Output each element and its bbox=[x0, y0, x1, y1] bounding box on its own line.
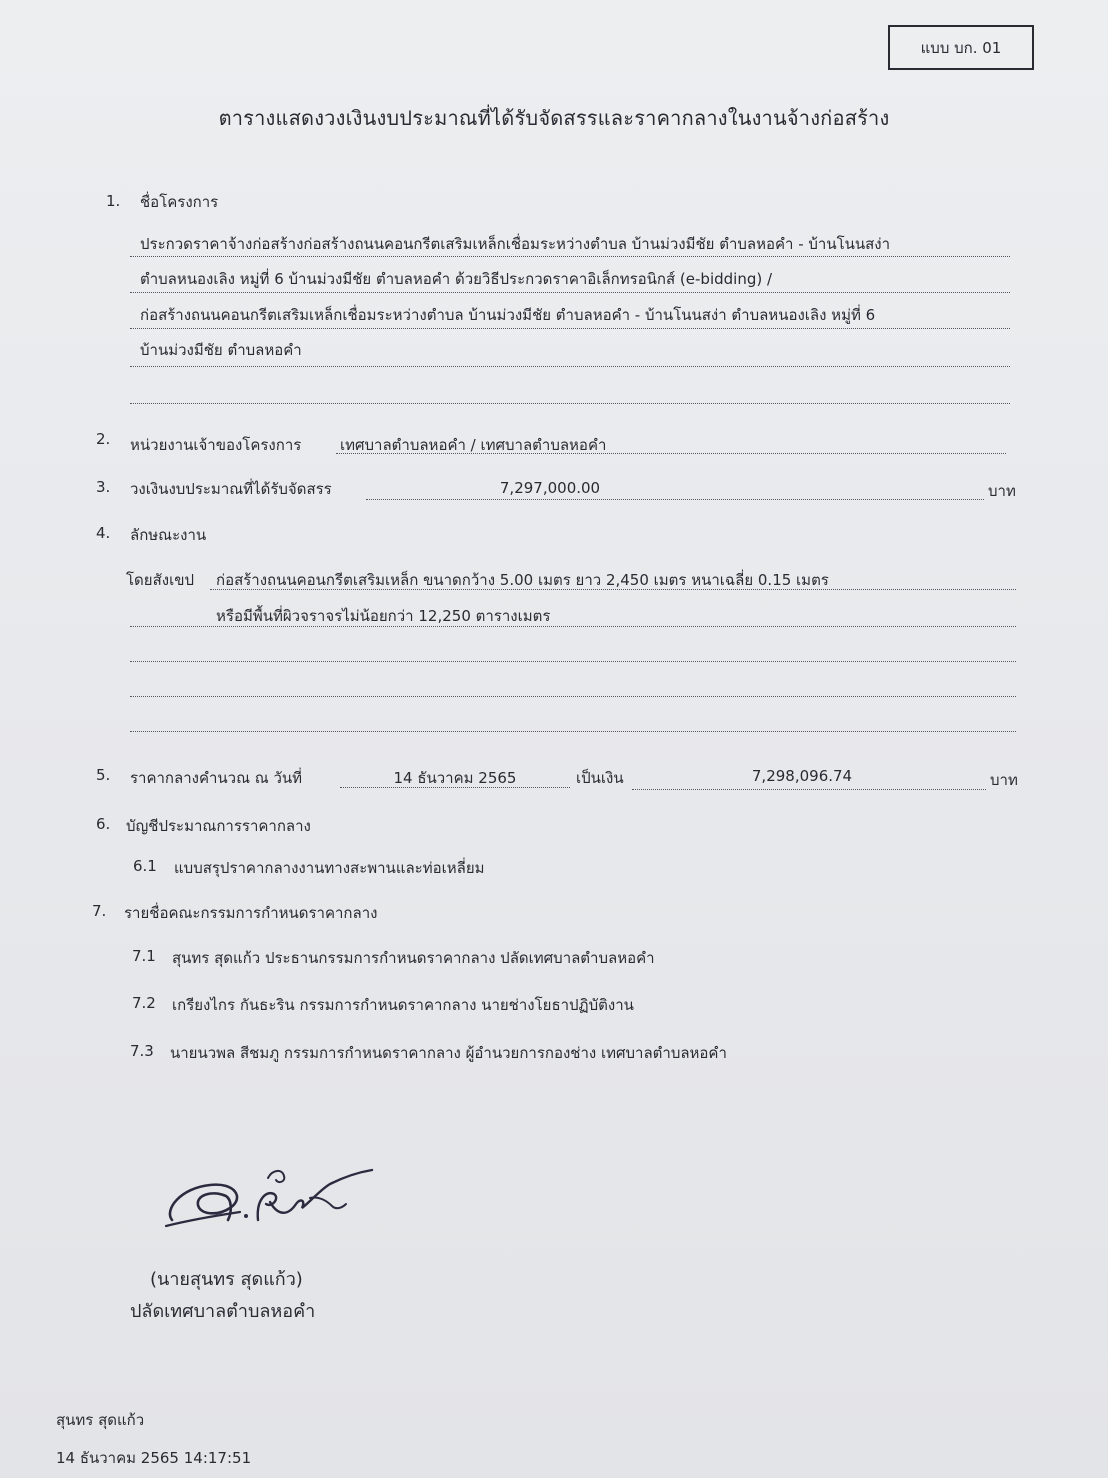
dotted-line bbox=[130, 661, 1016, 662]
work-description-line-2: หรือมีพื้นที่ผิวจราจรไม่น้อยกว่า 12,250 ตารางเมตร bbox=[216, 607, 551, 625]
agency-value: เทศบาลตำบลหอคำ / เทศบาลตำบลหอคำ bbox=[340, 436, 607, 454]
dotted-line bbox=[340, 787, 570, 788]
budget-unit: บาท bbox=[988, 482, 1016, 500]
section-7-number: 7. bbox=[92, 902, 107, 920]
item-7-2-number: 7.2 bbox=[132, 994, 156, 1012]
dotted-line bbox=[130, 256, 1010, 257]
section-1-number: 1. bbox=[106, 192, 121, 210]
work-description-line-1: ก่อสร้างถนนคอนกรีตเสริมเหล็ก ขนาดกว้าง 5.00 เมตร ยาว 2,450 เมตร หนาเฉลี่ย 0.15 เมตร bbox=[216, 571, 829, 589]
section-6-number: 6. bbox=[96, 815, 111, 833]
item-6-1-number: 6.1 bbox=[133, 857, 157, 875]
section-4-label: ลักษณะงาน bbox=[130, 526, 207, 544]
section-7-label: รายชื่อคณะกรรมการกำหนดราคากลาง bbox=[124, 904, 378, 922]
section-3-number: 3. bbox=[96, 478, 111, 496]
section-5-label: ราคากลางคำนวณ ณ วันที่ bbox=[130, 769, 303, 787]
item-6-1-text: แบบสรุปราคากลางงานทางสะพานและท่อเหลี่ยม bbox=[174, 859, 485, 877]
dotted-line bbox=[210, 589, 1016, 590]
dotted-line bbox=[130, 626, 1016, 627]
section-2-number: 2. bbox=[96, 430, 111, 448]
calculation-date: 14 ธันวาคม 2565 bbox=[393, 769, 517, 787]
project-line-4: บ้านม่วงมีชัย ตำบลหอคำ bbox=[140, 341, 302, 359]
dotted-line bbox=[130, 292, 1010, 293]
project-line-3: ก่อสร้างถนนคอนกรีตเสริมเหล็กเชื่อมระหว่างตำบล บ้านม่วงมีชัย ตำบลหอคำ - บ้านโนนสง่า ตำบลหนองเลิง หมู่ที่ 6 bbox=[140, 306, 876, 324]
section-2-label: หน่วยงานเจ้าของโครงการ bbox=[130, 436, 302, 454]
section-4-number: 4. bbox=[96, 524, 111, 542]
section-6-label: บัญชีประมาณการราคากลาง bbox=[126, 817, 311, 835]
stamp-name: สุนทร สุดแก้ว bbox=[56, 1411, 145, 1429]
dotted-line bbox=[130, 731, 1016, 732]
dotted-line bbox=[130, 328, 1010, 329]
dotted-line bbox=[130, 366, 1010, 367]
median-price-value: 7,298,096.74 bbox=[751, 767, 853, 785]
signatory-position: ปลัดเทศบาลตำบลหอคำ bbox=[130, 1301, 316, 1322]
stamp-datetime: 14 ธันวาคม 2565 14:17:51 bbox=[56, 1449, 252, 1467]
section-1-label: ชื่อโครงการ bbox=[140, 193, 219, 211]
item-7-3-number: 7.3 bbox=[130, 1042, 154, 1060]
section-3-label: วงเงินงบประมาณที่ได้รับจัดสรร bbox=[130, 480, 332, 498]
budget-value: 7,297,000.00 bbox=[499, 479, 601, 497]
item-7-1-text: สุนทร สุดแก้ว ประธานกรรมการกำหนดราคากลาง ปลัดเทศบาลตำบลหอคำ bbox=[172, 949, 655, 967]
form-code-box: แบบ บก. 01 bbox=[888, 25, 1034, 70]
item-7-3-text: นายนวพล สีชมภู กรรมการกำหนดราคากลาง ผู้อำนวยการกองช่าง เทศบาลตำบลหอคำ bbox=[170, 1044, 727, 1062]
dotted-line bbox=[130, 403, 1010, 404]
dotted-line bbox=[336, 453, 1006, 454]
document-title: ตารางแสดงวงเงินงบประมาณที่ได้รับจัดสรรและราคากลางในงานจ้างก่อสร้าง bbox=[218, 106, 890, 130]
project-line-1: ประกวดราคาจ้างก่อสร้างก่อสร้างถนนคอนกรีตเสริมเหล็กเชื่อมระหว่างตำบล บ้านม่วงมีชัย ตำบลหอคำ - บ้านโนนสง่า bbox=[140, 235, 891, 253]
project-line-2: ตำบลหนองเลิง หมู่ที่ 6 บ้านม่วงมีชัย ตำบลหอคำ ด้วยวิธีประกวดราคาอิเล็กทรอนิกส์ (e-bidding) / bbox=[140, 270, 773, 288]
dotted-line bbox=[130, 696, 1016, 697]
item-7-1-number: 7.1 bbox=[132, 947, 156, 965]
section-5-number: 5. bbox=[96, 766, 111, 784]
median-price-unit: บาท bbox=[990, 771, 1018, 789]
dotted-line bbox=[366, 499, 984, 500]
item-7-2-text: เกรียงไกร กันธะริน กรรมการกำหนดราคากลาง นายช่างโยธาปฏิบัติงาน bbox=[172, 996, 634, 1014]
dotted-line bbox=[632, 789, 986, 790]
amount-label: เป็นเงิน bbox=[576, 769, 624, 787]
signatory-name: (นายสุนทร สุดแก้ว) bbox=[150, 1269, 303, 1290]
handwritten-signature bbox=[160, 1160, 390, 1240]
section-4-sub-label: โดยสังเขป bbox=[126, 571, 194, 589]
